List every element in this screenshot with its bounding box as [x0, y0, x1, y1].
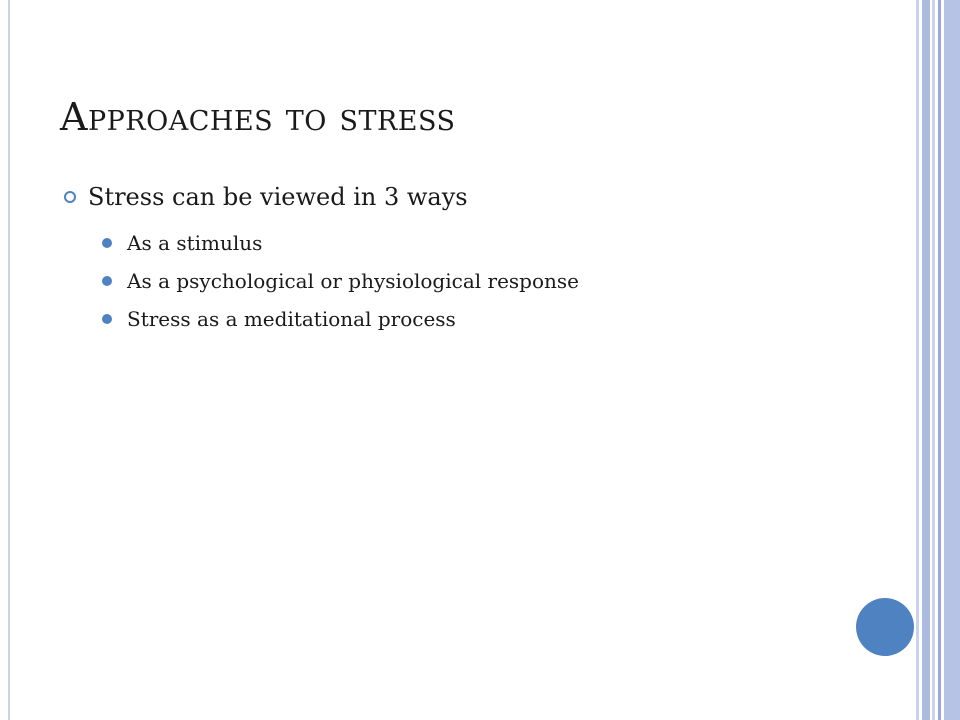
dot-bullet-icon	[102, 276, 112, 286]
dot-bullet-icon	[102, 314, 112, 324]
sub-bullet-text: As a psychological or physiological response	[127, 269, 579, 293]
sub-bullet-item	[102, 300, 882, 338]
ring-bullet-icon	[64, 191, 76, 203]
sub-bullet-text: Stress as a meditational process	[127, 307, 456, 331]
stripe	[916, 0, 919, 720]
left-border-line	[8, 0, 10, 720]
sub-bullet-item	[102, 224, 882, 262]
stripe	[938, 0, 941, 720]
accent-circle	[856, 598, 914, 656]
sub-bullet-text: As a stimulus	[127, 231, 263, 255]
dot-bullet-icon	[102, 238, 112, 248]
bullet-level1-text: Stress can be viewed in 3 ways	[88, 183, 468, 211]
bullet-level1	[62, 180, 882, 214]
sub-bullet-list	[62, 224, 882, 338]
slide-content	[62, 180, 882, 338]
stripe	[932, 0, 935, 720]
slide-title: Approaches to stress	[60, 95, 456, 139]
sub-bullet-item	[102, 262, 882, 300]
stripe	[922, 0, 930, 720]
right-decorative-stripes	[916, 0, 960, 720]
stripe	[944, 0, 960, 720]
